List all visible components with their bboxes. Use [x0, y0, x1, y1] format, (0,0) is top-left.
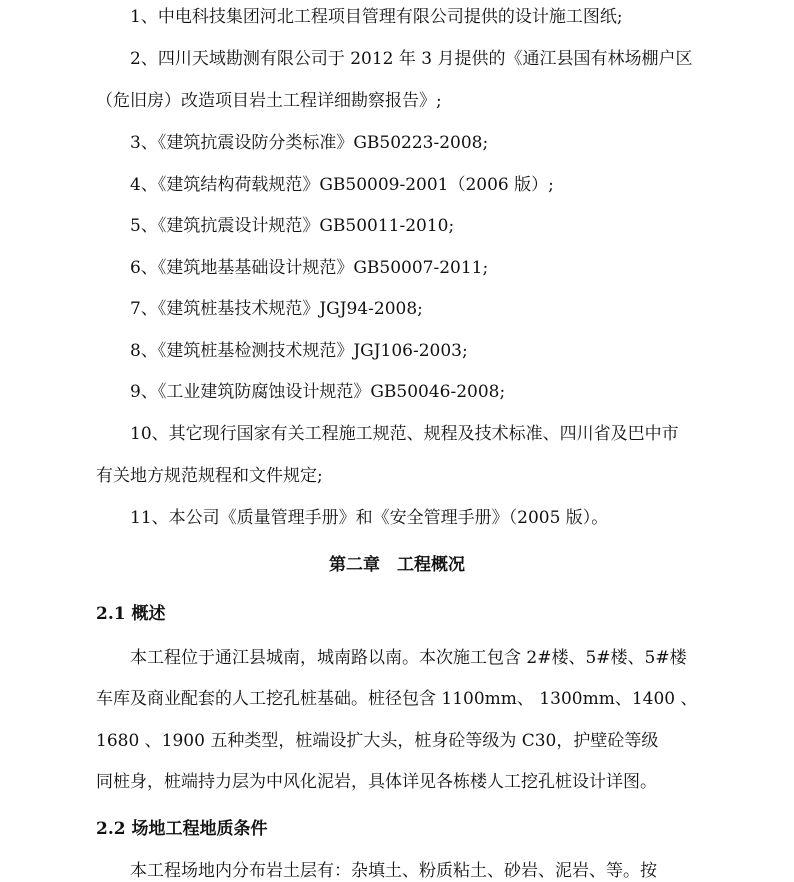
section-heading-2-2: 2.2 场地工程地质条件 — [96, 819, 268, 839]
reference-item-2: 2、四川天域勘测有限公司于 2012 年 3 月提供的《通江县国有林场棚户区 — [130, 49, 693, 69]
reference-item-5: 5、《建筑抗震设计规范》GB50011-2010; — [130, 216, 455, 236]
reference-item-11: 11、本公司《质量管理手册》和《安全管理手册》（2005 版）。 — [130, 508, 609, 528]
reference-item-1: 1、中电科技集团河北工程项目管理有限公司提供的设计施工图纸; — [130, 7, 623, 27]
reference-item-3: 3、《建筑抗震设防分类标准》GB50223-2008; — [130, 133, 489, 153]
paragraph-line: 本工程场地内分布岩土层有：杂填土、粉质粘土、砂岩、泥岩、等。按 — [130, 861, 657, 881]
paragraph-line: 同桩身，桩端持力层为中风化泥岩，具体详见各栋楼人工挖孔桩设计详图。 — [96, 772, 657, 792]
reference-item-6: 6、《建筑地基基础设计规范》GB50007-2011; — [130, 258, 489, 278]
paragraph-line: 车库及商业配套的人工挖孔桩基础。桩径包含 1100mm、 1300mm、1400 、 — [96, 689, 698, 709]
reference-item-10: 10、其它现行国家有关工程施工规范、规程及技术标准、四川省及巴中市 — [130, 424, 679, 444]
chapter-title: 第二章 工程概况 — [329, 555, 465, 575]
section-heading-2-1: 2.1 概述 — [96, 604, 166, 624]
paragraph-line: 本工程位于通江县城南，城南路以南。本次施工包含 2#楼、5#楼、5#楼 — [130, 648, 687, 668]
reference-item-9: 9、《工业建筑防腐蚀设计规范》GB50046-2008; — [130, 382, 506, 402]
paragraph-line: 1680 、1900 五种类型，桩端设扩大头，桩身砼等级为 C30，护壁砼等级 — [96, 731, 659, 751]
reference-item-8: 8、《建筑桩基检测技术规范》JGJ106-2003; — [130, 341, 468, 361]
reference-item-4: 4、《建筑结构荷载规范》GB50009-2001（2006 版）; — [130, 175, 554, 195]
reference-item-10-cont: 有关地方规范规程和文件规定; — [96, 466, 323, 486]
reference-item-7: 7、《建筑桩基技术规范》JGJ94-2008; — [130, 299, 423, 319]
reference-item-2-cont: （危旧房）改造项目岩土工程详细勘察报告》; — [96, 91, 442, 111]
